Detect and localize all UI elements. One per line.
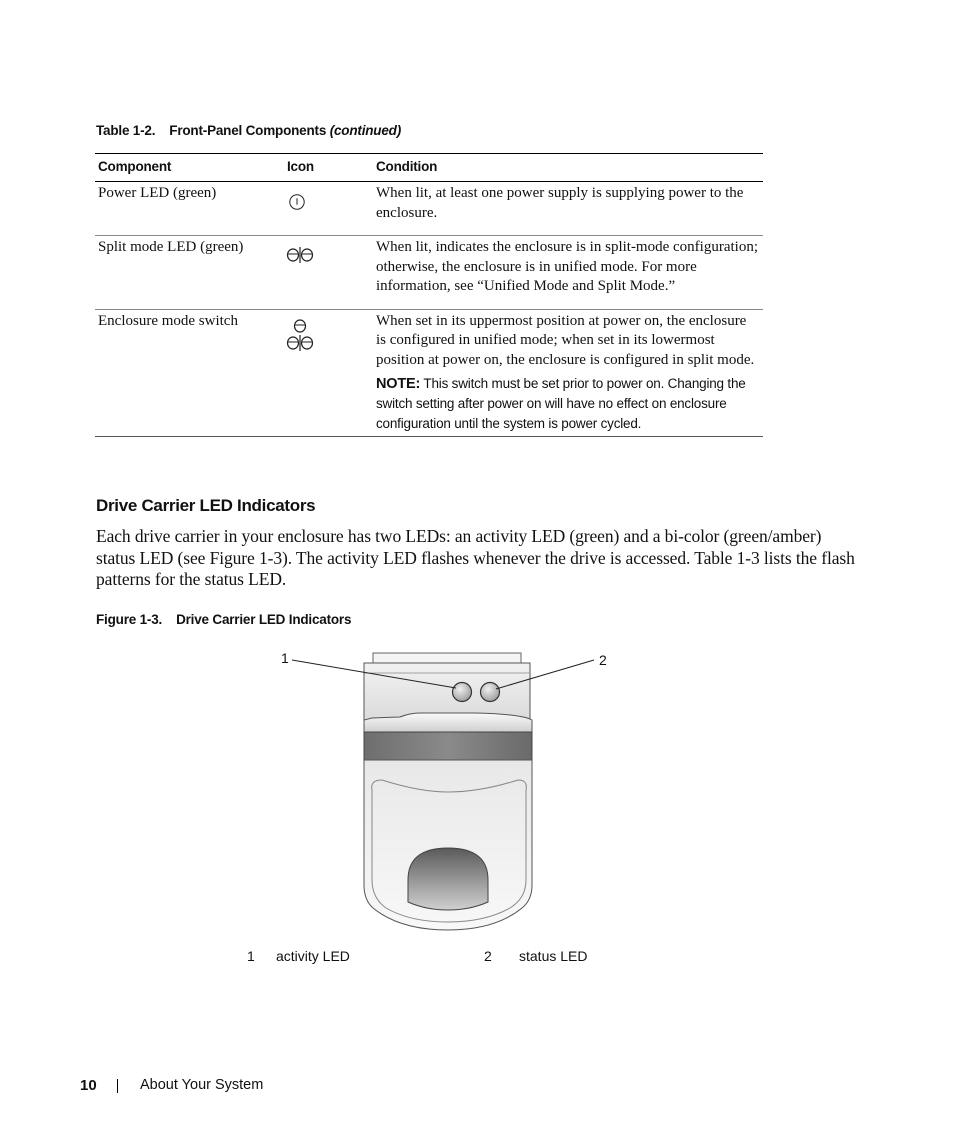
- cell-condition: When set in its uppermost position at power on, the enclosure is configured in unified mode; when set in its lowermost position at power on, the enclosure is configured in split mode.: [376, 312, 755, 368]
- carrier-thumb-recess: [408, 848, 488, 910]
- power-icon: [288, 193, 370, 211]
- table-row: [95, 309, 763, 437]
- drive-carrier-illustration: [260, 640, 640, 935]
- status-led-icon: [481, 683, 500, 702]
- cell-condition: When lit, indicates the enclosure is in split-mode configuration; otherwise, the enclosure is in unified mode. For more information, see “Unified Mode and Split Mode.”: [373, 236, 763, 310]
- cell-component: Enclosure mode switch: [95, 309, 284, 437]
- footer-section-title: About Your System: [140, 1077, 264, 1093]
- table-caption-continued: (continued): [329, 123, 401, 138]
- table-caption: [96, 123, 401, 138]
- table-row: [95, 182, 763, 236]
- page-number: 10: [80, 1077, 97, 1094]
- legend-num-2: 2: [484, 948, 492, 964]
- front-panel-components-table: [95, 153, 763, 437]
- enclosure-mode-icon: [286, 319, 370, 351]
- table-caption-title: Front-Panel Components: [169, 123, 327, 138]
- note-label: NOTE:: [376, 376, 421, 392]
- figure-caption-number: Figure 1-3.: [96, 612, 163, 627]
- table-header-row: [95, 154, 763, 182]
- legend-num-1: 1: [247, 948, 255, 964]
- callout-1: 1: [281, 650, 289, 666]
- carrier-top-rail: [373, 653, 521, 663]
- callout-2: 2: [599, 652, 607, 668]
- cell-component: Power LED (green): [95, 182, 284, 236]
- cell-condition: When lit, at least one power supply is supplying power to the enclosure.: [373, 182, 763, 236]
- note: [376, 374, 760, 434]
- section-paragraph: Each drive carrier in your enclosure has two LEDs: an activity LED (green) and a bi-color (green/amber) status LED (see Figure 1-3). The activity LED flashes whenever the drive is accessed. Table 1-3 lists the flash patterns for the status LED.: [96, 526, 855, 589]
- header-icon: Icon: [284, 154, 373, 182]
- legend-label-1: activity LED: [276, 948, 350, 964]
- section-heading: Drive Carrier LED Indicators: [96, 496, 316, 515]
- header-component: Component: [95, 154, 284, 182]
- cell-component: Split mode LED (green): [95, 236, 284, 310]
- figure-caption-title: Drive Carrier LED Indicators: [176, 612, 352, 627]
- footer-divider: [117, 1079, 118, 1093]
- note-text: This switch must be set prior to power on. Changing the switch setting after power on will have no effect on enclosure configuration until the system is power cycled.: [376, 376, 746, 431]
- table-row: [95, 236, 763, 310]
- table-caption-number: Table 1-2.: [96, 123, 156, 138]
- figure-caption: [96, 612, 351, 627]
- legend-label-2: status LED: [519, 948, 588, 964]
- activity-led-icon: [453, 683, 472, 702]
- split-mode-icon: [286, 246, 370, 264]
- carrier-band: [364, 732, 532, 760]
- header-condition: Condition: [373, 154, 763, 182]
